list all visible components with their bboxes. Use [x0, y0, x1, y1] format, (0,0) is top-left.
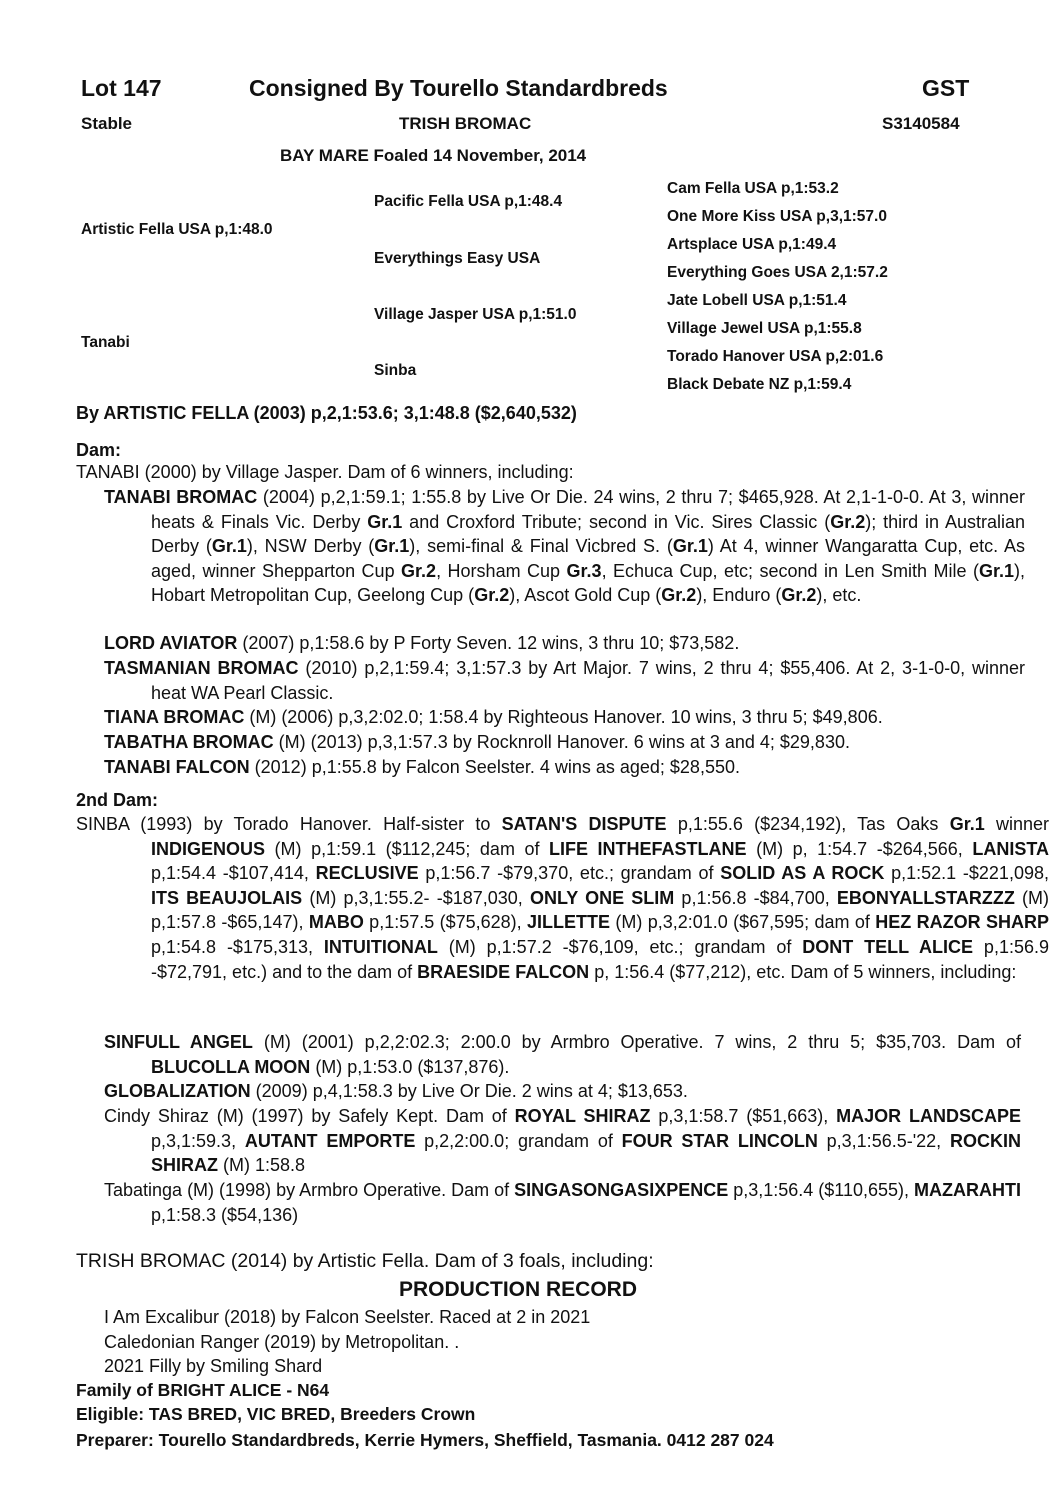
stable-label: Stable	[81, 114, 133, 133]
pedigree-g8: Black Debate NZ p,1:59.4	[667, 376, 852, 393]
family-line: Family of BRIGHT ALICE - N64	[76, 1380, 330, 1400]
progeny-tiana-bromac: TIANA BROMAC (M) (2006) p,3,2:02.0; 1:58.4 by Righteous Hanover. 10 wins, 3 thru 5; $49,806.	[104, 707, 883, 727]
horse-name: TRISH BROMAC	[399, 114, 532, 133]
pedigree-g2: One More Kiss USA p,3,1:57.0	[667, 208, 887, 225]
pedigree-g3: Artsplace USA p,1:49.4	[667, 236, 837, 253]
pedigree-g6: Village Jewel USA p,1:55.8	[667, 320, 862, 337]
second-dam-sinba: SINBA (1993) by Torado Hanover. Half-sister to SATAN'S DISPUTE p,1:55.6 ($234,192), Tas Oaks Gr.1 winner INDIGENOUS (M) p,1:59.1 ($112,245; dam of LIFE INTHEFASTLANE (M) p, 1:54.7 -$264,566, LANISTA p,1:54.4 -$107,414, RECLUSIVE p,1:56.7 -$79,370, etc.; grandam of SOLID AS A ROCK p,1:52.1 -$221,098, ITS BEAUJOLAIS (M) p,3,1:55.2- -$187,030, ONLY ONE SLIM p,1:56.8 -$84,700, EBONYALLSTARZZZ (M) p,1:57.8 -$65,147), MABO p,1:57.5 ($75,628), JILLETTE (M) p,3,2:01.0 ($67,595; dam of HEZ RAZOR SHARP p,1:54.8 -$175,313, INTUITIONAL (M) p,1:57.2 -$76,109, etc.; grandam of DONT TELL ALICE p,1:56.9 -$72,791, etc.) and to the dam of BRAESIDE FALCON p, 1:56.4 ($77,212), etc. Dam of 5 winners, including:	[76, 814, 1050, 982]
progeny-tasmanian-bromac: TASMANIAN BROMAC (2010) p,2,1:59.4; 3,1:57.3 by Art Major. 7 wins, 2 thru 4; $55,406. At 2, 3-1-0-0, winner heat WA Pearl Classic.	[104, 658, 1025, 703]
pedigree-g4: Everything Goes USA 2,1:57.2	[667, 264, 888, 281]
foaled-line: BAY MARE Foaled 14 November, 2014	[280, 146, 587, 165]
progeny-sinfull-angel: SINFULL ANGEL (M) (2001) p,2,2:02.3; 2:00.0 by Armbro Operative. 7 wins, 2 thru 5; $35,703. Dam of BLUCOLLA MOON (M) p,1:53.0 ($137,876).	[104, 1032, 1021, 1077]
pedigree-sire: Artistic Fella USA p,1:48.0	[81, 221, 273, 238]
preparer-line: Preparer: Tourello Standardbreds, Kerrie Hymers, Sheffield, Tasmania. 0412 287 024	[76, 1430, 774, 1450]
progeny-globalization: GLOBALIZATION (2009) p,4,1:58.3 by Live Or Die. 2 wins at 4; $13,653.	[104, 1081, 688, 1101]
pedigree-g7: Torado Hanover USA p,2:01.6	[667, 348, 884, 365]
location-code: GST	[922, 75, 970, 101]
pedigree-dam-sire: Village Jasper USA p,1:51.0	[374, 306, 577, 323]
progeny-tabatinga: Tabatinga (M) (1998) by Armbro Operative. Dam of SINGASONGASIXPENCE p,3,1:56.4 ($110,655), MAZARAHTI p,1:58.3 ($54,136)	[104, 1180, 1022, 1225]
pedigree-dam-dam: Sinba	[374, 362, 417, 379]
registration-code: S3140584	[882, 114, 960, 133]
pedigree-dam: Tanabi	[81, 334, 130, 351]
consignor: Consigned By Tourello Standardbreds	[249, 75, 668, 101]
trish-intro: TRISH BROMAC (2014) by Artistic Fella. Dam of 3 foals, including:	[76, 1250, 654, 1272]
pedigree-sire-sire: Pacific Fella USA p,1:48.4	[374, 193, 563, 210]
foal-1: I Am Excalibur (2018) by Falcon Seelster. Raced at 2 in 2021	[104, 1307, 591, 1327]
by-line: By ARTISTIC FELLA (2003) p,2,1:53.6; 3,1:48.8 ($2,640,532)	[76, 403, 577, 423]
dam-heading: Dam:	[76, 440, 122, 460]
foal-3: 2021 Filly by Smiling Shard	[104, 1356, 323, 1376]
progeny-tanabi-falcon: TANABI FALCON (2012) p,1:55.8 by Falcon Seelster. 4 wins as aged; $28,550.	[104, 757, 740, 777]
progeny-tabatha-bromac: TABATHA BROMAC (M) (2013) p,3,1:57.3 by Rocknroll Hanover. 6 wins at 3 and 4; $29,830.	[104, 732, 850, 752]
lot-number: Lot 147	[81, 75, 162, 101]
progeny-lord-aviator: LORD AVIATOR (2007) p,1:58.6 by P Forty Seven. 12 wins, 3 thru 10; $73,582.	[104, 633, 740, 653]
progeny-cindy-shiraz: Cindy Shiraz (M) (1997) by Safely Kept. Dam of ROYAL SHIRAZ p,3,1:58.7 ($51,663), MAJOR LANDSCAPE p,3,1:59.3, AUTANT EMPORTE p,2,2:00.0; grandam of FOUR STAR LINCOLN p,3,1:56.5-'22, ROCKIN SHIRAZ (M) 1:58.8	[104, 1106, 1021, 1176]
production-record-heading: PRODUCTION RECORD	[399, 1278, 638, 1301]
pedigree-g5: Jate Lobell USA p,1:51.4	[667, 292, 847, 309]
eligible-line: Eligible: TAS BRED, VIC BRED, Breeders Crown	[76, 1404, 476, 1424]
dam-intro: TANABI (2000) by Village Jasper. Dam of 6 winners, including:	[76, 462, 574, 482]
progeny-tanabi-bromac: TANABI BROMAC (2004) p,2,1:59.1; 1:55.8 by Live Or Die. 24 wins, 2 thru 7; $465,928. At 2,1-1-0-0. At 3, winner heats & Finals Vic. Derby Gr.1 and Croxford Tribute; second in Vic. Sires Classic (Gr.2); third in Australian Derby (Gr.1), NSW Derby (Gr.1), semi-final & Final Vicbred S. (Gr.1) At 4, winner Wangaratta Cup, etc. As aged, winner Shepparton Cup Gr.2, Horsham Cup Gr.3, Echuca Cup, etc; second in Len Smith Mile (Gr.1), Hobart Metropolitan Cup, Geelong Cup (Gr.2), Ascot Gold Cup (Gr.2), Enduro (Gr.2), etc.	[104, 487, 1025, 606]
pedigree-g1: Cam Fella USA p,1:53.2	[667, 180, 839, 197]
second-dam-heading: 2nd Dam:	[76, 790, 159, 810]
foal-2: Caledonian Ranger (2019) by Metropolitan. .	[104, 1332, 460, 1352]
pedigree-sire-dam: Everythings Easy USA	[374, 250, 541, 267]
